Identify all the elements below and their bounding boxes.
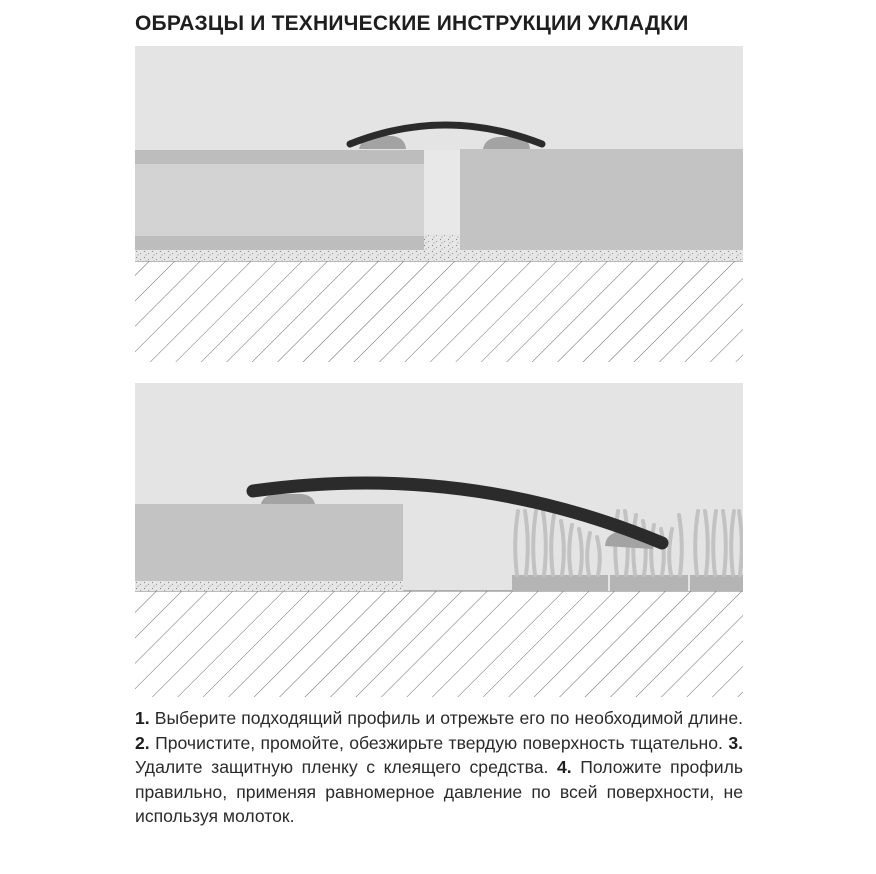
adhesive-layer [135, 250, 743, 261]
page-title: ОБРАЗЦЫ И ТЕХНИЧЕСКИЕ ИНСТРУКЦИИ УКЛАДКИ [135, 12, 689, 35]
figure-carpet-transition-profile [135, 383, 743, 697]
step-number: 2. [135, 732, 150, 753]
figure-equal-level-profile [135, 46, 743, 362]
step-text: Выберите подходящий профиль и отрежьте его по необходимой длине. [154, 708, 743, 728]
carpet-backing [512, 575, 743, 591]
adhesive-layer [135, 581, 403, 591]
step-text: Удалите защитную пленку с клеящего средства. [135, 757, 549, 778]
step-text: Положите профиль правильно, применяя равномерное давление по всей поверхности, не используя молоток. [135, 757, 744, 827]
gap-filler [424, 234, 460, 250]
step-text: Прочистите, промойте, обезжирьте твердую поверхность тщательно. [155, 732, 723, 753]
screed-base [135, 591, 743, 697]
board [135, 504, 403, 581]
instructions-text [135, 706, 743, 829]
right-board [460, 149, 743, 250]
step-number: 1. [135, 708, 150, 728]
step-number: 4. [557, 757, 572, 778]
screed-base [135, 261, 743, 362]
step-number: 3. [728, 732, 743, 753]
left-board [135, 150, 424, 250]
